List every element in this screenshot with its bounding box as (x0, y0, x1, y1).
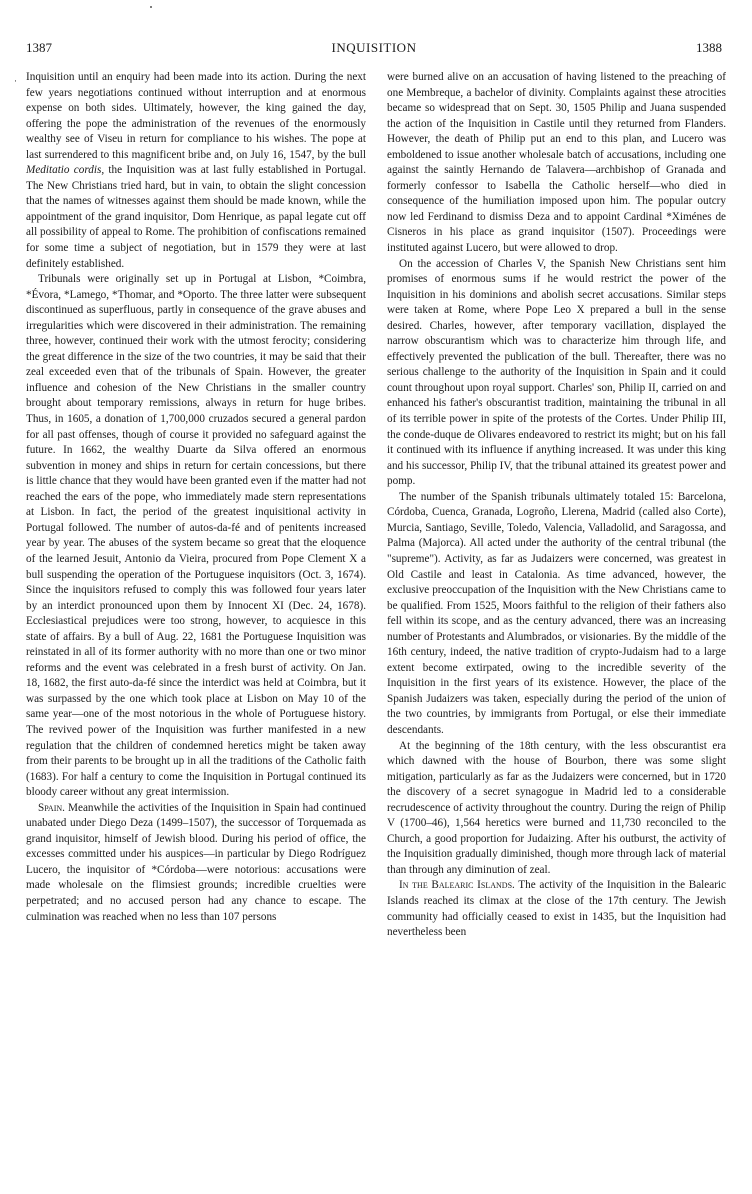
left-column (26, 70, 366, 925)
margin-dot: · (14, 76, 17, 86)
paragraph-text: Inquisition until an enquiry had been made into its action. During the next few years negotiations continued without interruption and at enormous expense on both sides. Ultimately, however, the king gained the day, offering the pope the administration of the revenues of the enormously wealthy see of Viseu in return for compliance to his wishes. The pope at last surrendered to this magnificent bribe and, on July 16, 1547, by the bull (26, 71, 366, 161)
paragraph-balearic (387, 878, 726, 940)
paragraph-spain (26, 801, 366, 925)
right-column (387, 70, 726, 941)
paragraph-text: The activity of the Inquisition in the Balearic Islands reached its climax at the close of the 17th century. The Jewish community had officially ceased to exist in 1435, but the Inquisition had nevertheless been (387, 879, 726, 939)
scan-speck (150, 6, 152, 8)
section-heading-balearic: In the Balearic Islands. (399, 879, 515, 892)
paragraph-text: the Inquisition was at last fully established in Portugal. The New Christians tried hard, but in vain, to obtain the slight concession that the names of witnesses against them should be made known, while the appointment of the grand inquisitor, Dom Henrique, as papal legate cut off all possibility of appeal to Rome. The prohibition of confiscations remained for some time a subject of negotiation, but in 1579 they were at last definitely established. (26, 164, 366, 270)
paragraph-tribunals-list: The number of the Spanish tribunals ultimately totaled 15: Barcelona, Córdoba, Cuenca, Granada, Logroño, Llerena, Madrid (called also Corte), Murcia, Santiago, Seville, Toledo, Valencia, Valladolid, and Saragossa, and Palma (Majorca). All acted under the authority of the central tribunal (the "supreme"). Activity, as far as Judaizers were concerned, was greatest in Old Castile and least in Catalonia. As time advanced, however, the exclusive preoccupation of the Inquisition with the New Christians came to be qualified. From 1525, Moors faithful to the religion of their fathers also fell within its scope, and as the century advanced, there was an increasing number of Protestants and Alumbrados, or visionaries. By the middle of the 16th century, indeed, the native tradition of crypto-Judaism had to a large extent become extirpated, owing to the incredible severity of the Inquisition in the first years of its existence. However, the place of the Spanish Judaizers was taken, especially during the period of the union of the two countries, by immigrants from Portugal, or else their immediate descendants. (387, 490, 726, 736)
paragraph-18th-century: At the beginning of the 18th century, with the less obscurantist era which dawned with the house of Bourbon, there was some slight mitigation, particularly as far as the Judaizers were concerned, but in 1720 the discovery of a secret synagogue in Madrid led to a considerable recrudescence of activity throughout the country. During the reign of Philip V (1700–46), 1,564 heretics were burned and 11,730 reconciled to the Church, a good proportion for Judaizing. After his outburst, the activity of the Inquisition gradually diminished, though more through lack of material than through any diminution of zeal. (387, 739, 726, 876)
paragraph-portugal-bull (26, 70, 366, 272)
paragraph-text: Meanwhile the activities of the Inquisition in Spain had continued unabated under Diego Deza (1499–1507), the successor of Torquemada as grand inquisitor, himself of Jewish blood. During his period of office, the excesses committed under his auspices—in particular by Diego Rodríguez Lucero, the inquisitor of *Córdoba—were notorious: accusations were made wholesale on the flimsiest grounds; incredible cruelties were perpetrated; and no accused person had any chance to escape. The culmination was reached when no less than 107 persons (26, 801, 366, 923)
paragraph-lucero: were burned alive on an accusation of having listened to the preaching of one Membreque, a bachelor of divinity. Complaints against these atrocities became so widespread that on Sept. 30, 1505 Philip and Juana suspended the action of the Inquisition in Castile until they returned from Flanders. However, the death of Philip put an end to this plan, and Lucero was emboldened to issue another wholesale batch of accusations, including one against the saintly Hernando de Talavera—archbishop of Granada and formerly confessor to Isabella the Catholic herself—who died in consequence of the humiliation imposed upon him. The popular outcry now led Ferdinand to dismiss Deza and to appoint Cardinal *Ximénes de Cisneros in his place as grand inquisitor (1507). Proceedings were instituted against Lucero, but were allowed to drop. (387, 71, 726, 255)
page-number-right: 1388 (696, 40, 722, 55)
running-title: INQUISITION (331, 40, 417, 55)
paragraph-portugal-tribunals: Tribunals were originally set up in Portugal at Lisbon, *Coimbra, *Évora, *Lamego, *Thomar, and *Oporto. The three latter were subsequent discontinued as superfluous, partly in consequence of the grave abuses and irregularities which were discovered in their administration. The remaining three, however, continued their work with the utmost ferocity; considering the great difference in the size of the two countries, it may be said that their zeal exceeded even that of the tribunals of Spain. However, the greater influence and cohesion of the New Christians in the smaller country brought about temporary remissions, always in return for huge bribes. Thus, in 1605, a donation of 1,700,000 cruzados secured a general pardon for all past offenses, though of course it provided no safeguard against the future. In 1662, the wealthy Duarte da Silva offered an enormous subvention in money and ships in return for certain concessions, but there is little chance that they would have been granted even if the matter had not reached the ears of the pope, who immediately made stern representations at Lisbon. In fact, the period of the greatest inquisitional activity in Portugal followed. The number of autos-da-fé and of penitents increased year by year. The abuses of the system became so great that the eloquence of the learned Jesuit, Antonio da Vieira, procured from Pope Clement X a bull suspending the operation of the Portuguese inquisitors (Oct. 3, 1674). Since the inquisitors refused to comply this was followed four years later by an interdict pronounced upon them by Innocent XI (Dec. 24, 1678). Ecclesiastical prejudices were too strong, however, to acquiesce in this state of affairs. By a bull of Aug. 22, 1681 the Portuguese Inquisition was reinstated in all of its former authority with no more than one or two minor reforms and the event was celebrated in a fresh burst of activity. On Jan. 18, 1682, the first auto-da-fé since the interdict was held at Coimbra, but it was surpassed by the one which took place at Lisbon on May 10 of the same year—one of the most notorious in the whole of Portuguese history. The revived power of the Inquisition was further manifested in a new regulation that the children of condemned heretics might be taken away from their parents to be brought up in all the traditions of the Catholic faith (1683). For half a century to come the Inquisition in Portugal continued its bloody career without any great intermission. (26, 273, 366, 799)
page-number-left: 1387 (26, 40, 52, 55)
section-heading-spain: Spain. (38, 801, 65, 814)
paragraph-charles-v: On the accession of Charles V, the Spanish New Christians sent him promises of enormous sums if he would restrict the power of the Inquisition in his dominions and abolish secret accusations. Similar steps were taken at Rome, where Pope Leo X prepared a bull in the sense desired. Charles, however, after temporary vacillation, displayed the narrow obscurantism which was to characterize him through life, and effectively prevented the publication of the bull. Thereafter, there was no serious challenge to the authority of the Inquisition in Spain and it could count throughout upon royal support. Charles' son, Philip II, carried on and enhanced his father's obscurantist tradition, maintaining the tribunal in all of its terrible power in spite of the protests of the Cortes. Under Philip III, the conde-duque de Olivares endeavored to restrict its might; but on his fall it continued with its influence if anything increased. It was under this king and his successor, Philip IV, that the tribunal attained its greatest power and pomp. (387, 257, 726, 488)
bull-title: Meditatio cordis, (26, 164, 105, 177)
running-header (26, 40, 722, 60)
